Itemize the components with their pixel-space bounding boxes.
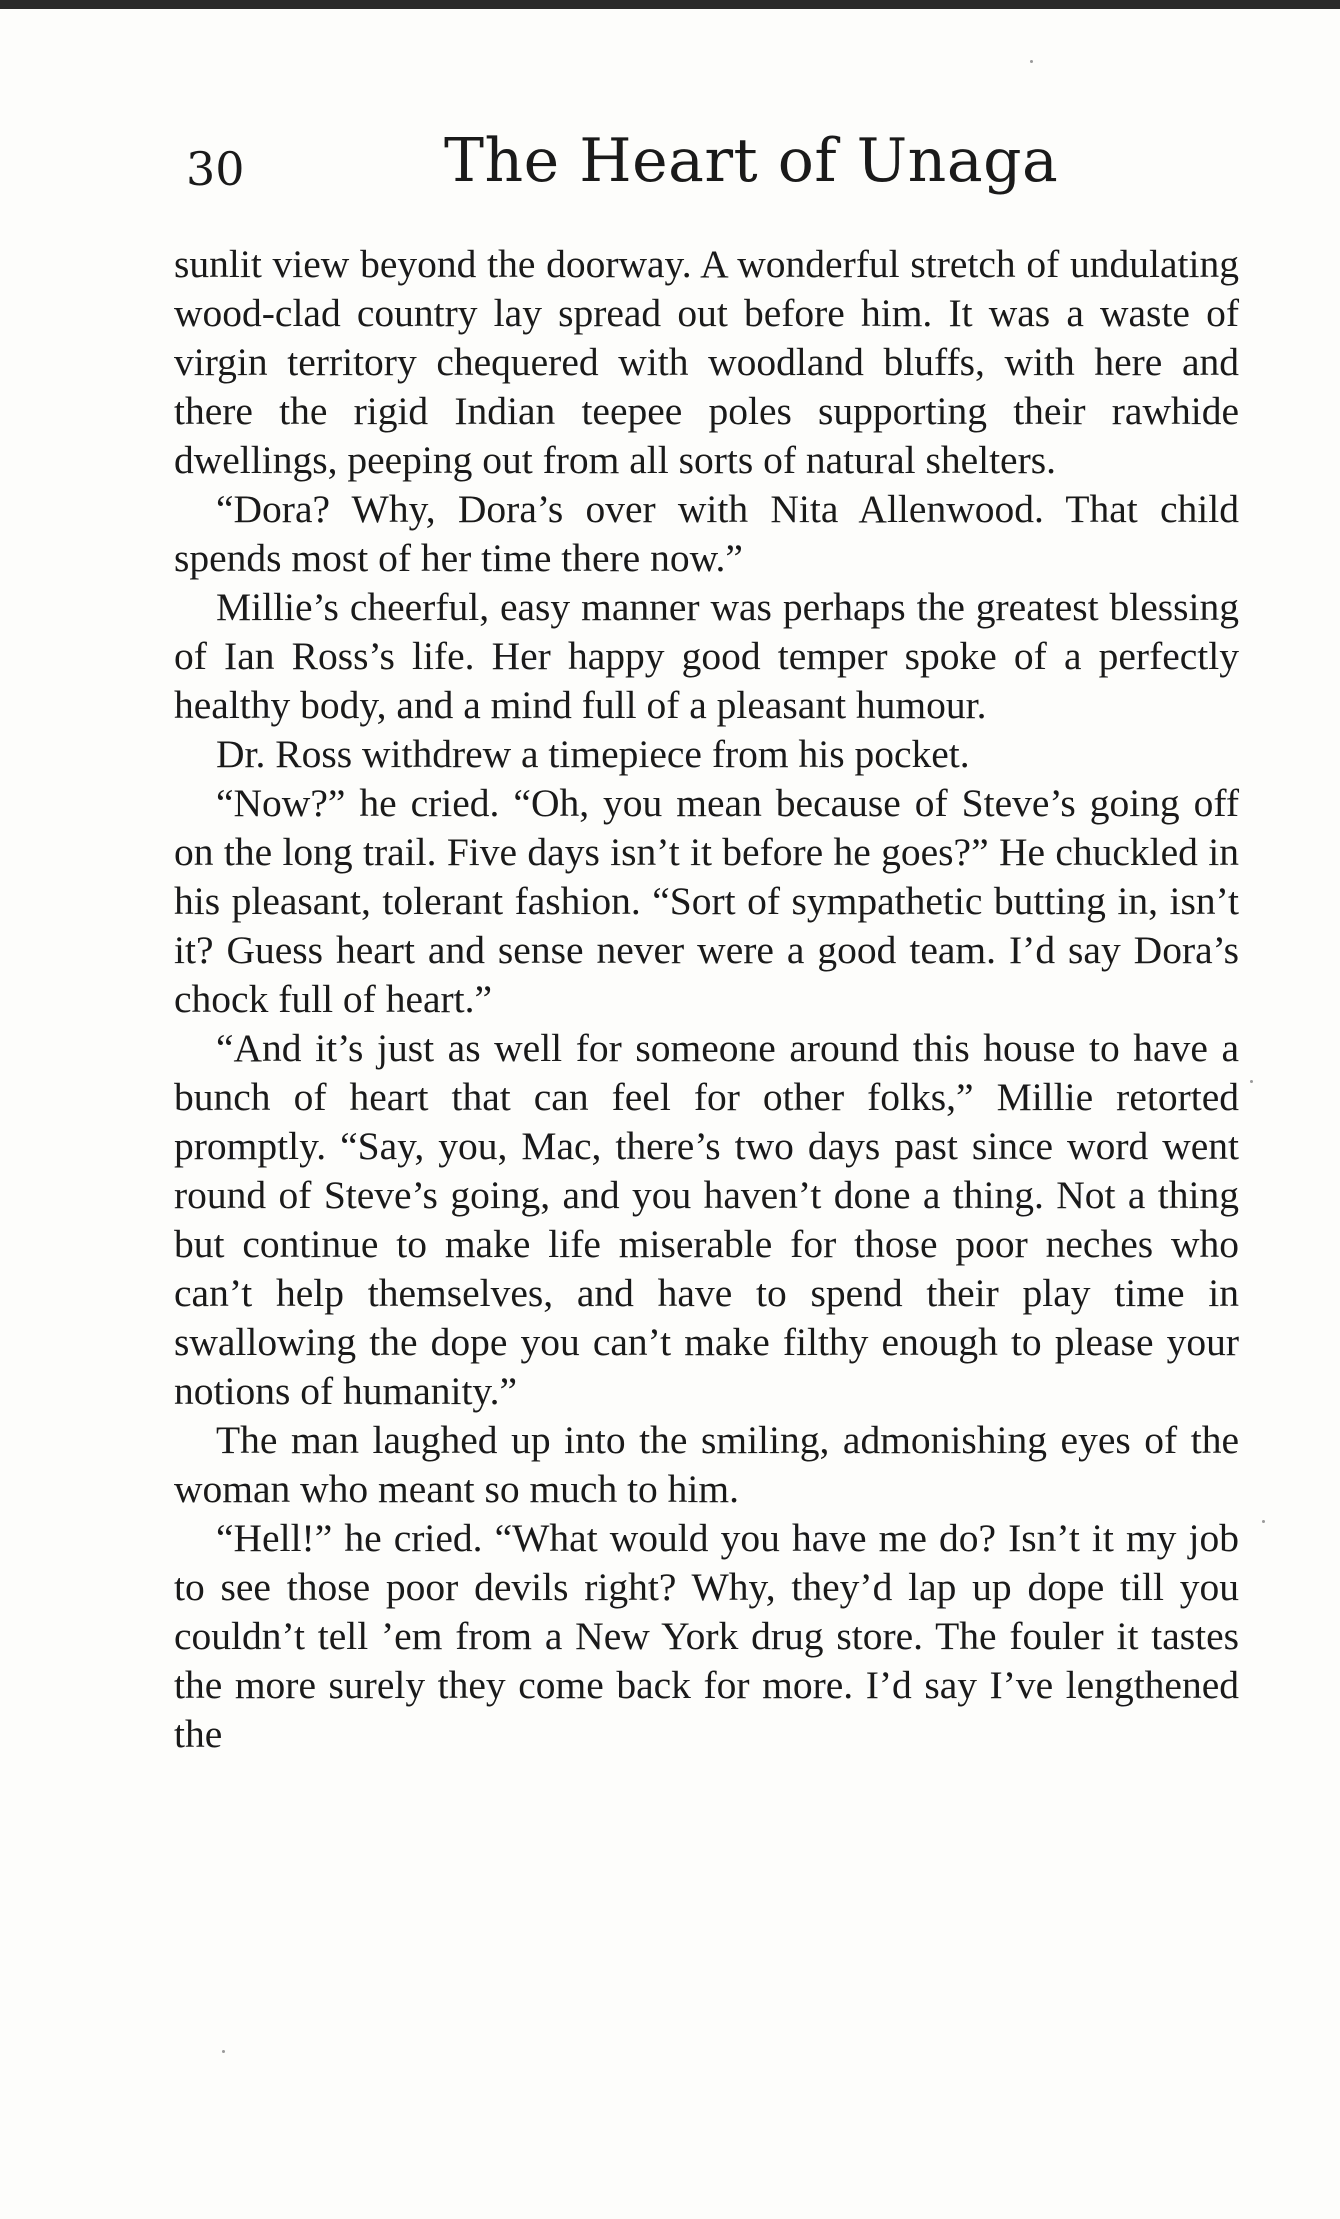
- paper-speck: [1030, 60, 1033, 63]
- paragraph: Dr. Ross withdrew a timepiece from his pocket.: [216, 732, 970, 776]
- paragraph: “Hell!” he cried. “What would you have me do? Isn’t it my job to see those poor devils right? Why, they’d lap up dope till you couldn’t tell ’em from a New York drug store. The fouler it tastes the more surely they come back for more. I’d say I’ve lengthened the: [174, 1516, 1239, 1756]
- paper-speck: [1250, 1080, 1253, 1083]
- paper-speck: [1262, 1520, 1265, 1523]
- paragraph: The man laughed up into the smiling, admonishing eyes of the woman who meant so much to him.: [174, 1418, 1239, 1511]
- running-head: [174, 126, 1239, 220]
- top-edge-rule: [0, 0, 1340, 9]
- paragraph: “Dora? Why, Dora’s over with Nita Allenwood. That child spends most of her time there now.”: [174, 487, 1239, 580]
- book-page: [174, 126, 1239, 2090]
- paragraph: “Now?” he cried. “Oh, you mean because of Steve’s going off on the long trail. Five days isn’t it before he goes?” He chuckled in his pleasant, tolerant fashion. “Sort of sympathetic butting in, isn’t it? Guess heart and sense never were a good team. I’d say Dora’s chock full of heart.”: [174, 781, 1239, 1021]
- paragraph: Millie’s cheerful, easy manner was perhaps the greatest blessing of Ian Ross’s life. Her happy good temper spoke of a perfectly healthy body, and a mind full of a pleasant humour.: [174, 585, 1239, 727]
- book-title: The Heart of Unaga: [444, 126, 1059, 196]
- page-number: 30: [186, 142, 245, 196]
- body-text: [174, 240, 1239, 1759]
- paragraph-continued: sunlit view beyond the doorway. A wonderful stretch of undulating wood-clad country lay spread out before him. It was a waste of virgin territory chequered with woodland bluffs, with here and there the rigid Indian teepee poles supporting their rawhide dwellings, peeping out from all sorts of natural shelters.: [174, 242, 1239, 482]
- paragraph: “And it’s just as well for someone around this house to have a bunch of heart that can feel for other folks,” Millie retorted promptly. “Say, you, Mac, there’s two days past since word went round of Steve’s going, and you haven’t done a thing. Not a thing but continue to make life miserable for those poor neches who can’t help themselves, and have to spend their play time in swallowing the dope you can’t make filthy enough to please your notions of humanity.”: [174, 1026, 1239, 1413]
